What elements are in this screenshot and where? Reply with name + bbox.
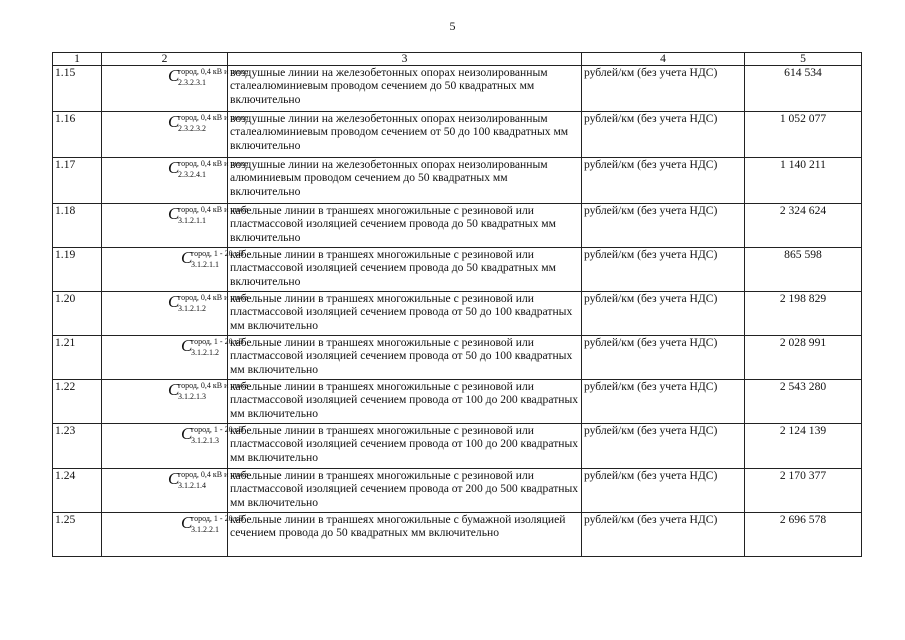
symbol-letter: C [168,469,180,488]
rate-symbol-formula [104,158,248,188]
symbol-superscript: город, 0,4 кВ и ниже [178,113,248,122]
rate-symbol-formula [104,380,248,410]
header-col-2: 2 [102,53,228,66]
rate-symbol [102,66,248,112]
rate-symbol-formula [104,513,244,543]
description-cell: кабельные линии в траншеях многожильные с резиновой или пластмассовой изоляцией сечением провода от 50 до 100 квадратных мм включительно [228,292,582,336]
value-cell: 2 324 624 [745,204,862,248]
table-row [53,248,862,292]
rate-symbol-formula [104,112,248,142]
symbol-subscript: 3.1.2.1.2 [178,304,206,313]
value-cell: 2 543 280 [745,380,862,424]
value-cell: 614 534 [745,66,862,112]
rate-symbol-formula [104,248,244,278]
symbol-subscript: 2.3.2.3.1 [178,78,206,87]
rate-symbol [102,292,248,336]
rate-symbol-formula [104,336,244,366]
symbol-superscript: город, 1 - 20 кВ [191,425,244,434]
value-cell: 865 598 [745,248,862,292]
row-number: 1.18 [53,204,102,248]
symbol-superscript: город, 1 - 20 кВ [191,249,244,258]
symbol-superscript: город, 0,4 кВ и ниже [178,293,248,302]
header-row [53,53,862,66]
row-number: 1.25 [53,513,102,557]
symbol-subscript: 2.3.2.3.2 [178,124,206,133]
row-number: 1.22 [53,380,102,424]
symbol-superscript: город, 1 - 20 кВ [191,514,244,523]
rate-symbol [102,380,248,424]
description-cell: воздушные линии на железобетонных опорах неизолированным алюминиевым проводом сечением до 50 квадратных мм включительно [228,158,582,204]
table-row [53,424,862,469]
symbol-superscript: город, 0,4 кВ и ниже [178,159,248,168]
value-cell: 1 052 077 [745,112,862,158]
table-row [53,204,862,248]
unit-cell: рублей/км (без учета НДС) [582,66,745,112]
symbol-letter: C [181,513,193,532]
table-body [53,66,862,557]
table-row [53,380,862,424]
unit-cell: рублей/км (без учета НДС) [582,112,745,158]
rate-symbol [102,513,244,557]
table-row [53,112,862,158]
value-cell: 2 170 377 [745,469,862,513]
row-number: 1.16 [53,112,102,158]
row-number: 1.23 [53,424,102,469]
unit-cell: рублей/км (без учета НДС) [582,513,745,557]
table-row [53,66,862,112]
rate-symbol [102,424,244,469]
table-row [53,469,862,513]
table-row [53,513,862,557]
symbol-letter: C [181,424,193,443]
symbol-superscript: город, 0,4 кВ и ниже [178,470,248,479]
description-cell: кабельные линии в траншеях многожильные с бумажной изоляцией сечением провода до 50 квадратных мм включительно [228,513,582,557]
symbol-subscript: 3.1.2.2.1 [191,525,219,534]
symbol-subscript: 2.3.2.4.1 [178,170,206,179]
unit-cell: рублей/км (без учета НДС) [582,204,745,248]
value-cell: 2 198 829 [745,292,862,336]
symbol-superscript: город, 0,4 кВ и ниже [178,381,248,390]
symbol-subscript: 3.1.2.1.3 [191,436,219,445]
symbol-letter: C [181,336,193,355]
symbol-subscript: 3.1.2.1.1 [191,260,219,269]
value-cell: 1 140 211 [745,158,862,204]
row-number: 1.15 [53,66,102,112]
symbol-letter: C [168,112,180,131]
description-cell: кабельные линии в траншеях многожильные с резиновой или пластмассовой изоляцией сечением провода от 200 до 500 квадратных мм включительно [228,469,582,513]
rate-symbol-formula [104,204,248,234]
header-col-4: 4 [582,53,745,66]
symbol-superscript: город, 0,4 кВ и ниже [178,67,248,76]
rate-symbol [102,204,248,248]
unit-cell: рублей/км (без учета НДС) [582,158,745,204]
rate-symbol [102,469,248,513]
header-col-3: 3 [228,53,582,66]
row-number: 1.19 [53,248,102,292]
table-row [53,158,862,204]
symbol-superscript: город, 0,4 кВ и ниже [178,205,248,214]
symbol-letter: C [168,158,180,177]
rate-symbol [102,112,248,158]
symbol-subscript: 3.1.2.1.3 [178,392,206,401]
row-number: 1.24 [53,469,102,513]
unit-cell: рублей/км (без учета НДС) [582,424,745,469]
description-cell: кабельные линии в траншеях многожильные с резиновой или пластмассовой изоляцией сечением провода до 50 квадратных мм включительно [228,204,582,248]
header-col-1: 1 [53,53,102,66]
unit-cell: рублей/км (без учета НДС) [582,248,745,292]
rate-symbol [102,158,248,204]
description-cell: кабельные линии в траншеях многожильные с резиновой или пластмассовой изоляцией сечением провода от 50 до 100 квадратных мм включительно [228,336,582,380]
value-cell: 2 028 991 [745,336,862,380]
value-cell: 2 696 578 [745,513,862,557]
symbol-letter: C [181,248,193,267]
unit-cell: рублей/км (без учета НДС) [582,380,745,424]
table-header [53,53,862,66]
description-cell: кабельные линии в траншеях многожильные с резиновой или пластмассовой изоляцией сечением провода от 100 до 200 квадратных мм включительно [228,424,582,469]
symbol-subscript: 3.1.2.1.2 [191,348,219,357]
rate-symbol [102,248,244,292]
description-cell: кабельные линии в траншеях многожильные с резиновой или пластмассовой изоляцией сечением провода от 100 до 200 квадратных мм включительно [228,380,582,424]
header-col-5: 5 [745,53,862,66]
description-cell: кабельные линии в траншеях многожильные с резиновой или пластмассовой изоляцией сечением провода до 50 квадратных мм включительно [228,248,582,292]
page-number: 5 [449,19,456,33]
symbol-letter: C [168,292,180,311]
value-cell: 2 124 139 [745,424,862,469]
rate-symbol [102,336,244,380]
table-row [53,292,862,336]
symbol-letter: C [168,204,180,223]
description-cell: воздушные линии на железобетонных опорах неизолированным сталеалюминиевым проводом сечением до 50 квадратных мм включительно [228,66,582,112]
symbol-subscript: 3.1.2.1.4 [178,481,206,490]
rate-symbol-formula [104,66,248,96]
row-number: 1.21 [53,336,102,380]
rate-symbol-formula [104,469,248,499]
unit-cell: рублей/км (без учета НДС) [582,336,745,380]
rates-table [52,52,862,557]
unit-cell: рублей/км (без учета НДС) [582,469,745,513]
symbol-letter: C [168,380,180,399]
rate-symbol-formula [104,424,244,454]
table-row [53,336,862,380]
description-cell: воздушные линии на железобетонных опорах неизолированным сталеалюминиевым проводом сечением от 50 до 100 квадратных мм включительно [228,112,582,158]
symbol-subscript: 3.1.2.1.1 [178,216,206,225]
rate-symbol-formula [104,292,248,322]
unit-cell: рублей/км (без учета НДС) [582,292,745,336]
row-number: 1.20 [53,292,102,336]
symbol-superscript: город, 1 - 20 кВ [191,337,244,346]
row-number: 1.17 [53,158,102,204]
symbol-letter: C [168,66,180,85]
